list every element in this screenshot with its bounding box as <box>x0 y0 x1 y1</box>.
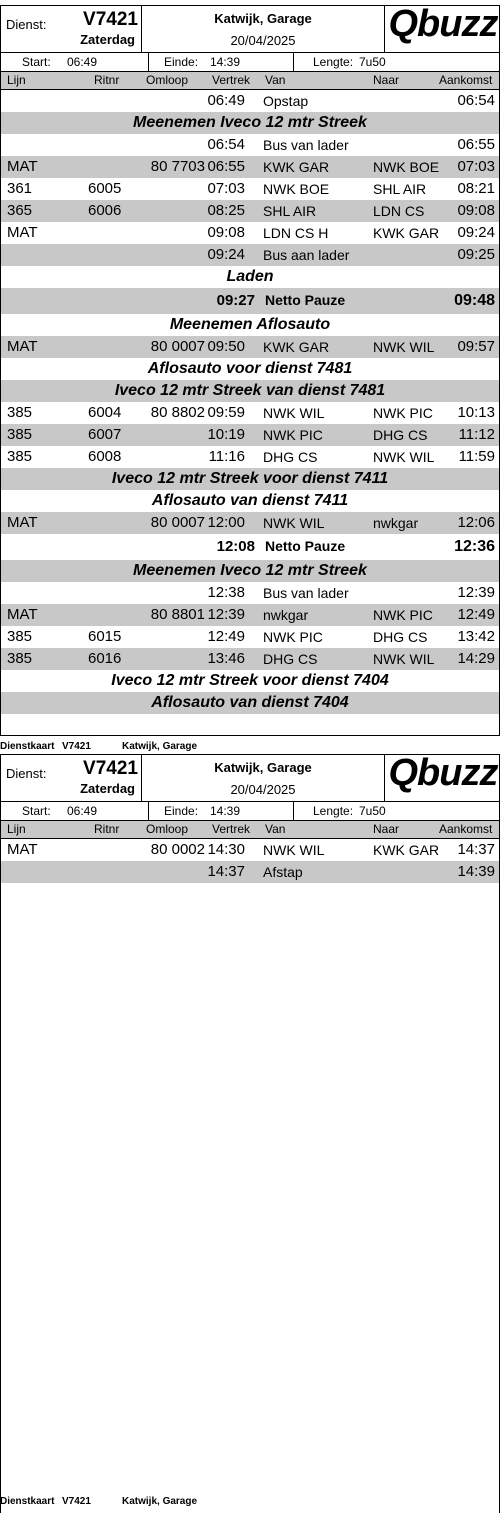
table-row <box>1 424 499 446</box>
end-label: Einde: <box>164 804 199 818</box>
section-row <box>1 380 499 402</box>
cell-aankomst: 11:12 <box>458 426 495 443</box>
cell-van: DHG CS <box>263 449 318 465</box>
table-row <box>1 402 499 424</box>
cell-naar: NWK PIC <box>373 405 433 421</box>
section-text: Iveco 12 mtr Streek voor dienst 7404 <box>111 672 389 689</box>
cell-van: NWK PIC <box>263 427 323 443</box>
cell-ritnr: 6016 <box>88 650 122 667</box>
footer-location: Katwijk, Garage <box>122 741 198 752</box>
cell-van: NWK PIC <box>263 629 323 645</box>
cell-vertrek: 08:25 <box>207 202 245 219</box>
cell-vertrek: 12:00 <box>207 514 245 531</box>
cell-van: KWK GAR <box>263 339 330 355</box>
cell-vertrek: 06:55 <box>207 158 245 175</box>
col-vertrek: Vertrek <box>212 822 251 836</box>
cell-aankomst: 06:54 <box>457 92 495 109</box>
start-time: 06:49 <box>67 804 98 818</box>
cell-naar: NWK BOE <box>373 159 440 175</box>
date: 20/04/2025 <box>230 33 296 48</box>
start-time: 06:49 <box>67 55 98 69</box>
end-time: 14:39 <box>210 55 241 69</box>
length-value: 7u50 <box>359 804 386 818</box>
cell-aankomst: 09:08 <box>457 202 495 219</box>
cell-ritnr: 6006 <box>88 202 122 219</box>
cell-ritnr: 6007 <box>88 426 122 443</box>
cell-lijn: MAT <box>7 158 38 175</box>
dienstkaart-page-2 <box>0 754 500 1513</box>
shift-times <box>1 53 499 72</box>
col-aankomst: Aankomst <box>439 73 493 87</box>
col-van: Van <box>265 73 286 87</box>
table-row <box>1 134 499 156</box>
length-value: 7u50 <box>359 55 386 69</box>
table-row <box>1 582 499 604</box>
cell-van: NWK WIL <box>263 842 325 858</box>
cell-van: Opstap <box>263 93 309 109</box>
col-ritnr: Ritnr <box>94 73 120 87</box>
date: 20/04/2025 <box>230 782 296 797</box>
column-headers <box>1 72 499 90</box>
cell-naar: DHG CS <box>373 629 428 645</box>
card-header <box>1 752 499 802</box>
col-omloop: Omloop <box>146 822 189 836</box>
col-van: Van <box>265 822 286 836</box>
cell-van: KWK GAR <box>263 159 330 175</box>
col-vertrek: Vertrek <box>212 73 251 87</box>
trip-table <box>1 90 499 714</box>
cell-van: NWK WIL <box>263 515 325 531</box>
cell-lijn: 385 <box>7 628 33 645</box>
section-text: Aflosauto voor dienst 7481 <box>147 360 353 377</box>
footer-dienst: V7421 <box>62 1496 91 1507</box>
cell-lijn: MAT <box>7 338 38 355</box>
cell-naar: LDN CS <box>373 203 425 219</box>
table-row <box>1 178 499 200</box>
cell-omloop: 80 8802 <box>150 404 205 421</box>
section-row <box>1 560 499 582</box>
cell-omloop: 80 0002 <box>150 841 205 858</box>
cell-van: nwkgar <box>263 607 309 623</box>
pause-end: 09:48 <box>454 292 495 309</box>
section-row <box>1 112 499 134</box>
cell-omloop: 80 0007 <box>150 514 205 531</box>
qbuzz-logo: Qbuzz <box>388 752 498 794</box>
table-row <box>1 626 499 648</box>
table-row <box>1 222 499 244</box>
cell-vertrek: 07:03 <box>207 180 245 197</box>
length-label: Lengte: <box>313 55 354 69</box>
cell-naar: nwkgar <box>373 515 419 531</box>
cell-aankomst: 09:24 <box>457 224 495 241</box>
table-row <box>1 90 499 112</box>
cell-omloop: 80 7703 <box>150 158 205 175</box>
pause-start: 12:08 <box>216 538 255 555</box>
dienst-label: Dienst: <box>6 766 47 781</box>
cell-aankomst: 14:37 <box>457 841 495 858</box>
cell-naar: NWK PIC <box>373 607 433 623</box>
cell-aankomst: 06:55 <box>457 136 495 153</box>
cell-ritnr: 6004 <box>88 404 122 421</box>
cell-omloop: 80 8801 <box>150 606 205 623</box>
table-row <box>1 336 499 358</box>
cell-aankomst: 12:39 <box>457 584 495 601</box>
section-text: Meenemen Iveco 12 mtr Streek <box>133 562 367 579</box>
section-text: Laden <box>226 268 274 285</box>
section-row <box>1 692 499 714</box>
cell-van: SHL AIR <box>263 203 317 219</box>
cell-aankomst: 14:39 <box>457 863 495 880</box>
cell-vertrek: 09:50 <box>207 338 245 355</box>
table-row <box>1 200 499 222</box>
day-label: Zaterdag <box>80 781 135 796</box>
card-header <box>1 3 499 53</box>
qbuzz-logo: Qbuzz <box>388 3 498 45</box>
cell-aankomst: 11:59 <box>458 448 495 465</box>
pause-start: 09:27 <box>216 292 255 309</box>
cell-vertrek: 12:49 <box>207 628 245 645</box>
cell-naar: SHL AIR <box>373 181 427 197</box>
cell-vertrek: 06:54 <box>207 136 245 153</box>
cell-lijn: 385 <box>7 448 33 465</box>
column-headers <box>1 821 499 839</box>
cell-aankomst: 08:21 <box>457 180 495 197</box>
col-naar: Naar <box>373 822 400 836</box>
table-row <box>1 512 499 534</box>
section-text: Meenemen Aflosauto <box>169 316 331 333</box>
col-omloop: Omloop <box>146 73 189 87</box>
cell-aankomst: 07:03 <box>457 158 495 175</box>
section-text: Aflosauto van dienst 7411 <box>151 492 349 509</box>
cell-van: NWK WIL <box>263 405 325 421</box>
cell-vertrek: 12:38 <box>207 584 245 601</box>
location: Katwijk, Garage <box>214 760 312 775</box>
pause-row <box>1 288 499 314</box>
cell-lijn: 365 <box>7 202 33 219</box>
dienstkaart-page-1 <box>0 5 500 736</box>
cell-lijn: MAT <box>7 224 38 241</box>
length-label: Lengte: <box>313 804 354 818</box>
cell-lijn: 385 <box>7 650 33 667</box>
section-text: Iveco 12 mtr Streek voor dienst 7411 <box>111 470 389 487</box>
end-time: 14:39 <box>210 804 241 818</box>
cell-van: Bus van lader <box>263 585 349 601</box>
cell-van: Afstap <box>263 864 303 880</box>
cell-lijn: MAT <box>7 841 38 858</box>
cell-lijn: 361 <box>7 180 33 197</box>
col-naar: Naar <box>373 73 400 87</box>
cell-aankomst: 12:06 <box>457 514 495 531</box>
cell-van: NWK BOE <box>263 181 330 197</box>
start-label: Start: <box>22 804 51 818</box>
cell-vertrek: 13:46 <box>207 650 245 667</box>
table-row <box>1 244 499 266</box>
pause-row <box>1 534 499 560</box>
section-row <box>1 468 499 490</box>
col-lijn: Lijn <box>7 73 26 87</box>
section-text: Aflosauto van dienst 7404 <box>151 694 349 711</box>
cell-lijn: MAT <box>7 514 38 531</box>
section-text: Meenemen Iveco 12 mtr Streek <box>133 114 367 131</box>
cell-naar: KWK GAR <box>373 225 440 241</box>
cell-naar: DHG CS <box>373 427 428 443</box>
cell-aankomst: 14:29 <box>457 650 495 667</box>
cell-naar: KWK GAR <box>373 842 440 858</box>
table-row <box>1 839 499 861</box>
col-aankomst: Aankomst <box>439 822 493 836</box>
cell-ritnr: 6005 <box>88 180 122 197</box>
table-row <box>1 861 499 883</box>
cell-vertrek: 11:16 <box>208 448 245 465</box>
location: Katwijk, Garage <box>214 11 312 26</box>
cell-van: LDN CS H <box>263 225 329 241</box>
pause-end: 12:36 <box>454 538 495 555</box>
section-row <box>1 266 499 288</box>
cell-naar: NWK WIL <box>373 449 435 465</box>
cell-ritnr: 6008 <box>88 448 122 465</box>
table-row <box>1 648 499 670</box>
cell-lijn: 385 <box>7 426 33 443</box>
trip-table <box>1 839 499 883</box>
cell-aankomst: 09:57 <box>457 338 495 355</box>
cell-vertrek: 14:30 <box>207 841 245 858</box>
cell-van: DHG CS <box>263 651 318 667</box>
cell-naar: NWK WIL <box>373 339 435 355</box>
footer-label: Dienstkaart <box>0 741 55 752</box>
cell-aankomst: 09:25 <box>457 246 495 263</box>
cell-vertrek: 09:08 <box>207 224 245 241</box>
cell-ritnr: 6015 <box>88 628 122 645</box>
dienst-number: V7421 <box>83 9 138 30</box>
pause-label: Netto Pauze <box>265 292 346 308</box>
footer-label: Dienstkaart <box>0 1496 55 1507</box>
cell-vertrek: 09:59 <box>207 404 245 421</box>
cell-aankomst: 10:13 <box>457 404 495 421</box>
cell-omloop: 80 0007 <box>150 338 205 355</box>
cell-aankomst: 12:49 <box>457 606 495 623</box>
cell-van: Bus aan lader <box>263 247 350 263</box>
section-row <box>1 314 499 336</box>
table-row <box>1 604 499 626</box>
cell-vertrek: 10:19 <box>207 426 245 443</box>
section-row <box>1 358 499 380</box>
footer-dienst: V7421 <box>62 741 91 752</box>
section-row <box>1 490 499 512</box>
shift-times <box>1 802 499 821</box>
cell-vertrek: 09:24 <box>207 246 245 263</box>
cell-aankomst: 13:42 <box>457 628 495 645</box>
day-label: Zaterdag <box>80 32 135 47</box>
end-label: Einde: <box>164 55 199 69</box>
col-ritnr: Ritnr <box>94 822 120 836</box>
dienst-number: V7421 <box>83 758 138 779</box>
footer-location: Katwijk, Garage <box>122 1496 198 1507</box>
col-lijn: Lijn <box>7 822 26 836</box>
dienst-label: Dienst: <box>6 17 47 32</box>
cell-vertrek: 06:49 <box>207 92 245 109</box>
cell-vertrek: 12:39 <box>207 606 245 623</box>
table-row <box>1 446 499 468</box>
section-text: Iveco 12 mtr Streek van dienst 7481 <box>114 382 386 399</box>
pause-label: Netto Pauze <box>265 538 346 554</box>
section-row <box>1 670 499 692</box>
cell-lijn: MAT <box>7 606 38 623</box>
cell-vertrek: 14:37 <box>207 863 245 880</box>
cell-lijn: 385 <box>7 404 33 421</box>
cell-naar: NWK WIL <box>373 651 435 667</box>
cell-van: Bus van lader <box>263 137 349 153</box>
start-label: Start: <box>22 55 51 69</box>
table-row <box>1 156 499 178</box>
